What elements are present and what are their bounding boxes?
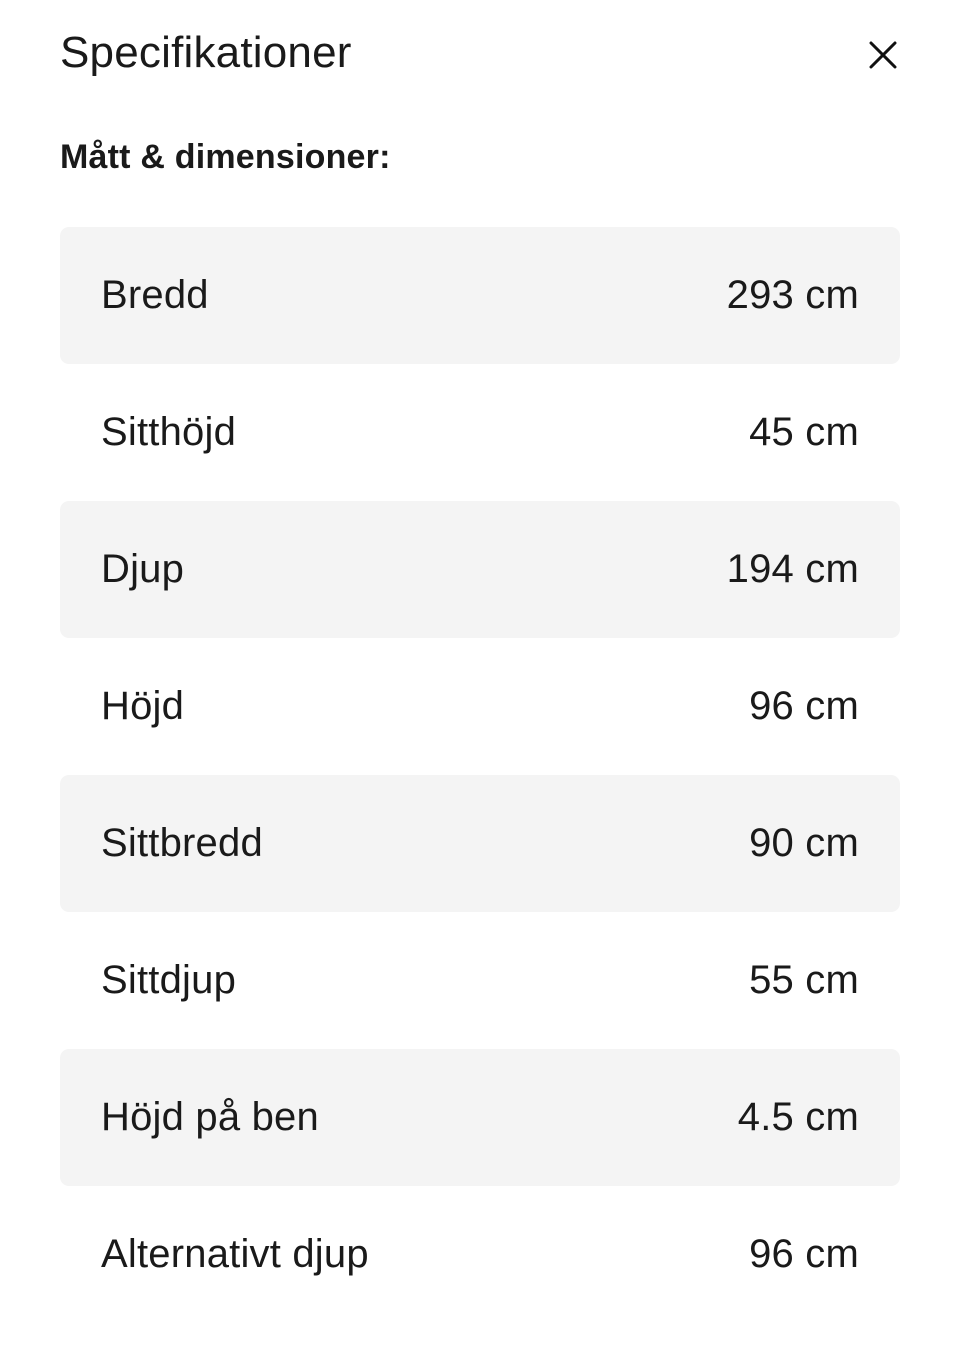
spec-label: Höjd på ben bbox=[101, 1095, 319, 1139]
spec-value: 4.5 cm bbox=[737, 1095, 859, 1139]
spec-value: 45 cm bbox=[749, 410, 859, 454]
spec-row bbox=[60, 1049, 900, 1186]
spec-list bbox=[60, 227, 900, 1323]
spec-row bbox=[60, 775, 900, 912]
spec-row bbox=[60, 227, 900, 364]
close-button[interactable] bbox=[858, 30, 908, 80]
spec-value: 293 cm bbox=[726, 273, 859, 317]
spec-value: 96 cm bbox=[749, 1232, 859, 1276]
spec-value: 96 cm bbox=[749, 684, 859, 728]
spec-value: 90 cm bbox=[749, 821, 859, 865]
spec-label: Sitthöjd bbox=[101, 410, 237, 454]
spec-row bbox=[60, 501, 900, 638]
spec-value: 194 cm bbox=[726, 547, 859, 591]
spec-label: Sittdjup bbox=[101, 958, 237, 1002]
spec-row bbox=[60, 364, 900, 501]
spec-row bbox=[60, 912, 900, 1049]
spec-label: Djup bbox=[101, 547, 185, 591]
spec-row bbox=[60, 1186, 900, 1323]
modal-header bbox=[60, 0, 900, 80]
spec-label: Höjd bbox=[101, 684, 185, 728]
modal-title: Specifikationer bbox=[60, 28, 352, 77]
spec-value: 55 cm bbox=[749, 958, 859, 1002]
section-heading: Mått & dimensioner: bbox=[60, 138, 391, 176]
spec-label: Bredd bbox=[101, 273, 209, 317]
spec-row bbox=[60, 638, 900, 775]
close-icon bbox=[866, 38, 900, 72]
spec-label: Sittbredd bbox=[101, 821, 263, 865]
spec-label: Alternativt djup bbox=[101, 1232, 369, 1276]
